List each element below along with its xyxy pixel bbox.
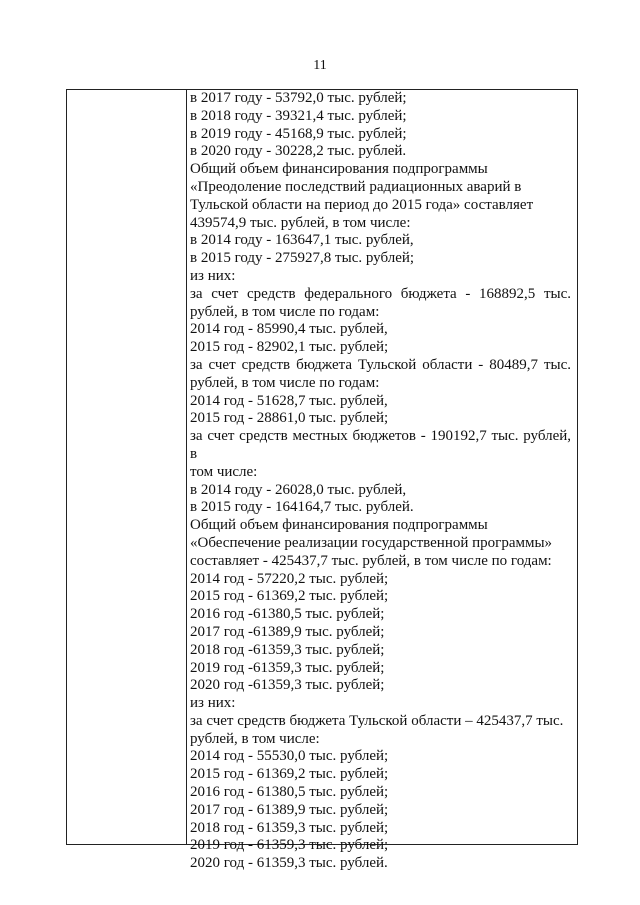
text-line: рублей, в том числе по годам: (190, 374, 380, 391)
text-line: 2014 год - 51628,7 тыс. рублей, (190, 392, 388, 409)
text-line: 2018 год -61359,3 тыс. рублей; (190, 641, 385, 658)
text-line: из них: (190, 267, 236, 284)
text-line: 2017 год -61389,9 тыс. рублей; (190, 623, 385, 640)
text-line: в 2017 году - 53792,0 тыс. рублей; (190, 90, 407, 106)
text-line: «Обеспечение реализации государственной программы» (190, 534, 553, 551)
text-line: в 2018 году - 39321,4 тыс. рублей; (190, 107, 407, 124)
text-line: в 2019 году - 45168,9 тыс. рублей; (190, 125, 407, 142)
text-line: рублей, в том числе: (190, 730, 320, 747)
text-line: в 2015 году - 164164,7 тыс. рублей. (190, 499, 414, 516)
text-line: 2017 год - 61389,9 тыс. рублей; (190, 801, 389, 818)
table-right-cell (187, 90, 577, 872)
document-table (66, 89, 578, 872)
text-line: за счет средств бюджета Тульской области - 80489,7 тыс. (190, 356, 571, 373)
text-line: 2016 год - 61380,5 тыс. рублей; (190, 784, 389, 801)
text-line: 2016 год -61380,5 тыс. рублей; (190, 606, 385, 623)
text-line: 439574,9 тыс. рублей, в том числе: (190, 214, 411, 231)
text-line: 2014 год - 85990,4 тыс. рублей, (190, 321, 388, 338)
text-line: том числе: (190, 463, 258, 480)
text-line: составляет - 425437,7 тыс. рублей, в том числе по годам: (190, 552, 552, 569)
text-line: 2019 год - 61359,3 тыс. рублей; (190, 837, 389, 854)
text-line: рублей, в том числе по годам: (190, 303, 380, 320)
text-line: из них: (190, 695, 236, 712)
text-line: 2015 год - 61369,2 тыс. рублей; (190, 766, 389, 783)
text-line: в 2015 году - 275927,8 тыс. рублей; (190, 250, 415, 267)
text-line: 2015 год - 28861,0 тыс. рублей; (190, 410, 389, 427)
text-line: в 2020 году - 30228,2 тыс. рублей. (190, 143, 407, 160)
text-line: «Преодоление последствий радиационных аварий в (190, 178, 522, 195)
text-line: 2015 год - 82902,1 тыс. рублей; (190, 339, 389, 356)
text-line: 2020 год -61359,3 тыс. рублей; (190, 677, 385, 694)
text-line: в 2014 году - 163647,1 тыс. рублей, (190, 232, 414, 249)
text-line: за счет средств местных бюджетов - 190192,7 тыс. рублей, в (190, 428, 571, 462)
text-line: Тульской области на период до 2015 года» составляет (190, 196, 534, 213)
text-line: 2019 год -61359,3 тыс. рублей; (190, 659, 385, 676)
text-line: в 2014 году - 26028,0 тыс. рублей, (190, 481, 407, 498)
text-line: 2020 год - 61359,3 тыс. рублей. (190, 855, 388, 872)
text-line: за счет средств федерального бюджета - 168892,5 тыс. (190, 285, 571, 302)
page-number: 11 (313, 58, 327, 73)
text-line: 2015 год - 61369,2 тыс. рублей; (190, 588, 389, 605)
table-left-cell (67, 90, 187, 844)
text-line: 2018 год - 61359,3 тыс. рублей; (190, 819, 389, 836)
text-line: 2014 год - 55530,0 тыс. рублей; (190, 748, 389, 765)
text-line: Общий объем финансирования подпрограммы (190, 161, 488, 178)
text-line: Общий объем финансирования подпрограммы (190, 517, 488, 534)
text-line: 2014 год - 57220,2 тыс. рублей; (190, 570, 389, 587)
text-line: за счет средств бюджета Тульской области – 425437,7 тыс. (190, 712, 564, 729)
